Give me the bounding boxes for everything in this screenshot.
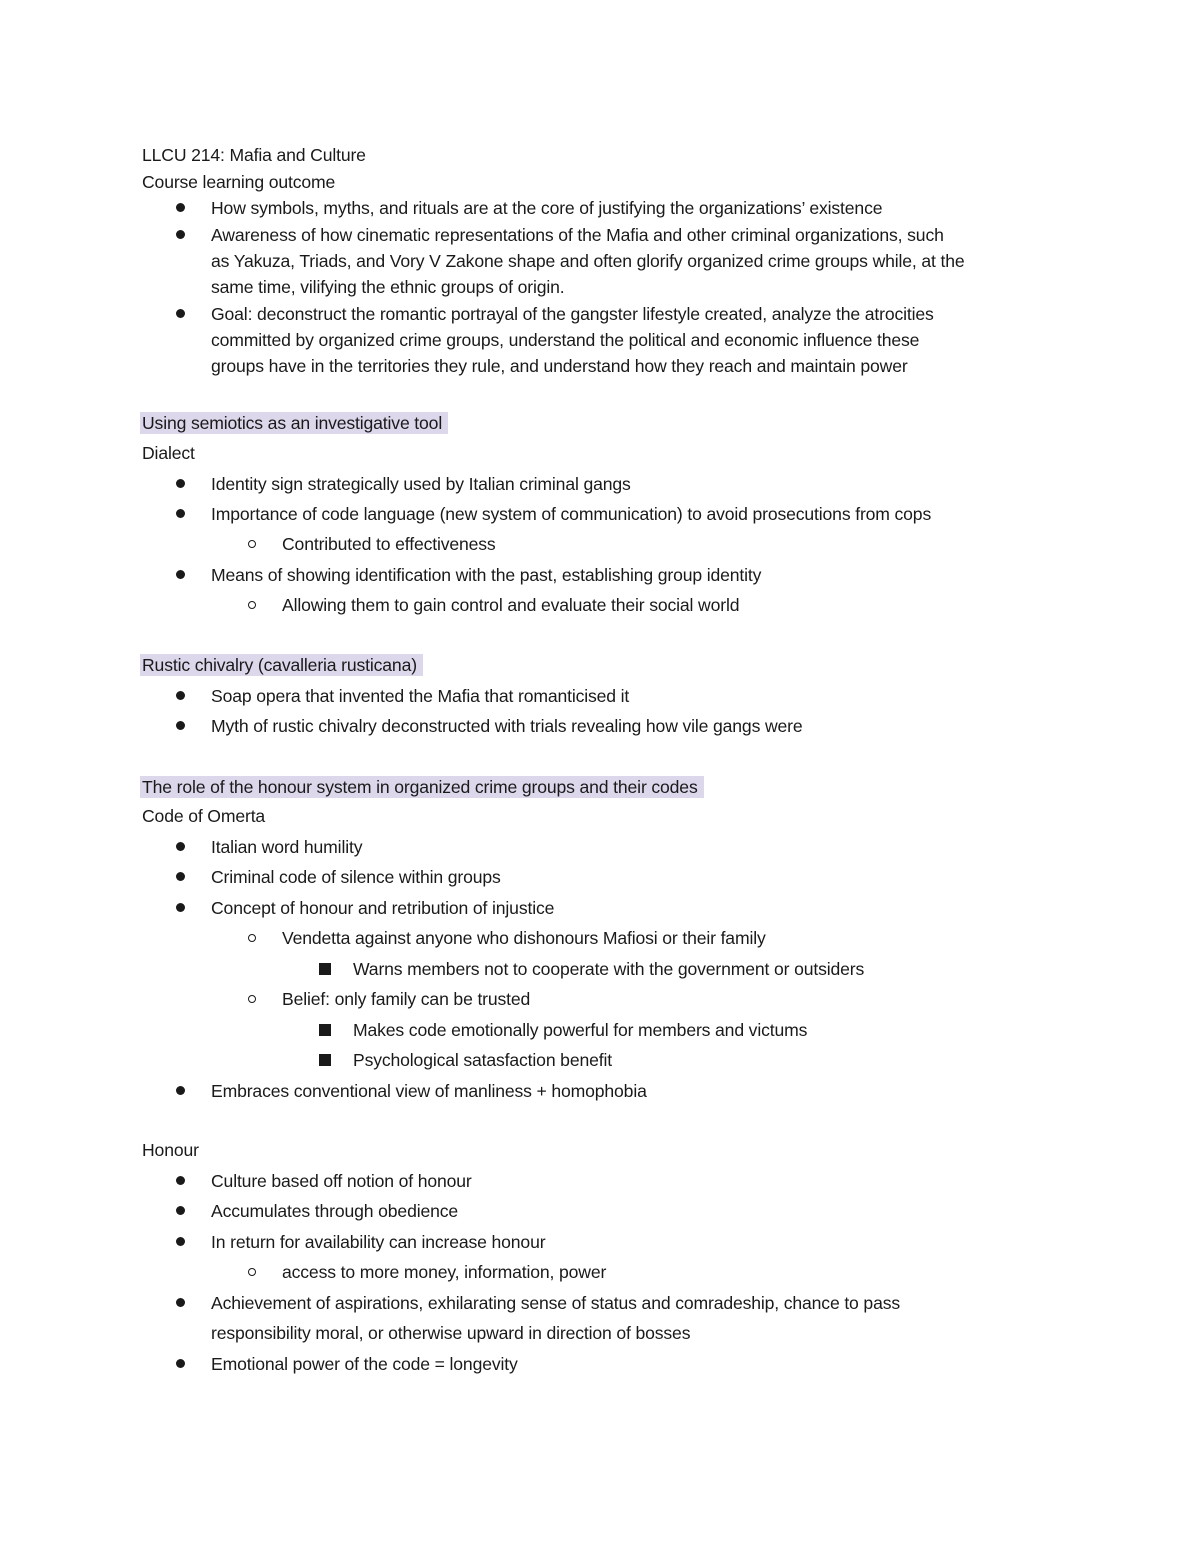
bullet-dot (176, 479, 185, 488)
bullet-dot (176, 203, 185, 212)
honour-item-3: In return for availability can increase honour (211, 1232, 546, 1252)
bullet-ring (248, 934, 256, 942)
omerta-item-2: Criminal code of silence within groups (211, 867, 501, 887)
document-title: LLCU 214: Mafia and Culture (142, 145, 366, 165)
section-heading-chivalry: Rustic chivalry (cavalleria rusticana) (142, 653, 423, 677)
bullet-dot (176, 872, 185, 881)
honour-item-2: Accumulates through obedience (211, 1201, 459, 1221)
honour-item-5: Emotional power of the code = longevity (211, 1354, 518, 1374)
section-heading-semiotics: Using semiotics as an investigative tool (142, 411, 448, 435)
semiotics-item-2: Importance of code language (new system of communication) to avoid prosecutions from cops (211, 504, 932, 524)
bullet-dot (176, 842, 185, 851)
semiotics-item-3: Means of showing identification with the past, establishing group identity (211, 565, 762, 585)
outcome-item-2-line-3: same time, vilifying the ethnic groups of origin. (211, 277, 565, 297)
section-heading-honour-system: The role of the honour system in organized crime groups and their codes (142, 775, 704, 799)
outcome-item-3-line-2: committed by organized crime groups, understand the political and economic influence these (211, 330, 920, 350)
omerta-item-4: Embraces conventional view of manliness + homophobia (211, 1081, 647, 1101)
outcome-item-2-line-2: as Yakuza, Triads, and Vory V Zakone shape and often glorify organized crime groups while, at the (211, 251, 965, 271)
omerta-item-3-1-1: Warns members not to cooperate with the government or outsiders (353, 959, 865, 979)
honour-item-1: Culture based off notion of honour (211, 1171, 472, 1191)
bullet-dot (176, 1176, 185, 1185)
bullet-dot (176, 691, 185, 700)
outcome-item-3-line-3: groups have in the territories they rule, and understand how they reach and maintain power (211, 356, 908, 376)
subheading-honour: Honour (142, 1140, 199, 1160)
bullet-dot (176, 1298, 185, 1307)
outcome-heading: Course learning outcome (142, 172, 336, 192)
bullet-dot (176, 230, 185, 239)
bullet-dot (176, 1359, 185, 1368)
semiotics-item-3-1: Allowing them to gain control and evaluate their social world (282, 595, 740, 615)
semiotics-item-1: Identity sign strategically used by Italian criminal gangs (211, 474, 631, 494)
bullet-dot (176, 903, 185, 912)
outcome-item-1: How symbols, myths, and rituals are at the core of justifying the organizations’ existence (211, 198, 883, 218)
bullet-dot (176, 721, 185, 730)
omerta-item-1: Italian word humility (211, 837, 363, 857)
honour-item-4-line-1: Achievement of aspirations, exhilarating sense of status and comradeship, chance to pass (211, 1293, 900, 1313)
bullet-square (319, 963, 331, 975)
bullet-ring (248, 601, 256, 609)
outcome-item-3-line-1: Goal: deconstruct the romantic portrayal of the gangster lifestyle created, analyze the atrocities (211, 304, 934, 324)
subheading-dialect: Dialect (142, 443, 195, 463)
bullet-dot (176, 309, 185, 318)
omerta-item-3-1: Vendetta against anyone who dishonours Mafiosi or their family (282, 928, 766, 948)
omerta-item-3-2-1: Makes code emotionally powerful for members and victums (353, 1020, 808, 1040)
honour-item-3-1: access to more money, information, power (282, 1262, 607, 1282)
bullet-square (319, 1054, 331, 1066)
omerta-item-3-2: Belief: only family can be trusted (282, 989, 531, 1009)
bullet-dot (176, 570, 185, 579)
bullet-square (319, 1024, 331, 1036)
bullet-ring (248, 995, 256, 1003)
bullet-ring (248, 1268, 256, 1276)
honour-item-4-line-2: responsibility moral, or otherwise upward in direction of bosses (211, 1323, 691, 1343)
chivalry-item-2: Myth of rustic chivalry deconstructed with trials revealing how vile gangs were (211, 716, 803, 736)
semiotics-item-2-1: Contributed to effectiveness (282, 534, 496, 554)
omerta-item-3: Concept of honour and retribution of injustice (211, 898, 555, 918)
bullet-dot (176, 1206, 185, 1215)
chivalry-item-1: Soap opera that invented the Mafia that romanticised it (211, 686, 630, 706)
bullet-dot (176, 509, 185, 518)
omerta-item-3-2-2: Psychological satasfaction benefit (353, 1050, 612, 1070)
bullet-ring (248, 540, 256, 548)
subheading-omerta: Code of Omerta (142, 806, 266, 826)
bullet-dot (176, 1086, 185, 1095)
bullet-dot (176, 1237, 185, 1246)
outcome-item-2-line-1: Awareness of how cinematic representations of the Mafia and other criminal organizations, such (211, 225, 944, 245)
